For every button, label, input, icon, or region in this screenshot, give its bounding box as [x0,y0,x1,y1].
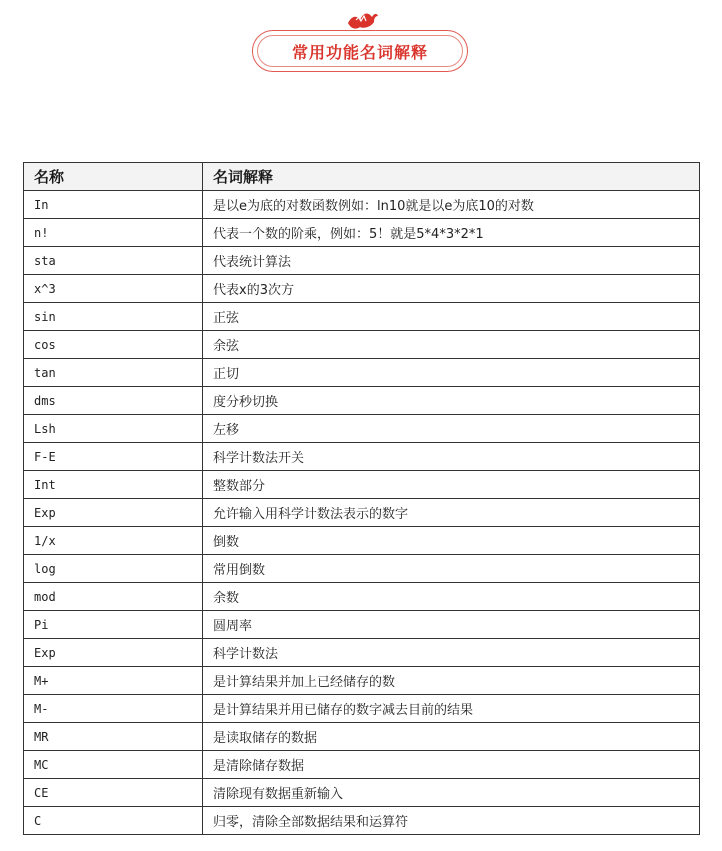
term-cell: MR [24,723,203,751]
term-cell: Pi [24,611,203,639]
term-cell: Lsh [24,415,203,443]
table-row [24,499,700,527]
table-row [24,247,700,275]
description-cell: 是读取储存的数据 [203,723,700,751]
table-row [24,779,700,807]
table-row [24,723,700,751]
table-row [24,471,700,499]
table-row [24,415,700,443]
term-cell: In [24,191,203,219]
description-cell: 代表x的3次方 [203,275,700,303]
description-cell: 余数 [203,583,700,611]
description-cell: 允许输入用科学计数法表示的数字 [203,499,700,527]
table-row [24,751,700,779]
term-cell: log [24,555,203,583]
description-cell: 常用倒数 [203,555,700,583]
term-cell: Exp [24,499,203,527]
description-cell: 余弦 [203,331,700,359]
term-cell: tan [24,359,203,387]
term-cell: sta [24,247,203,275]
table-row [24,191,700,219]
header-name: 名称 [24,163,203,191]
description-cell: 度分秒切换 [203,387,700,415]
description-cell: 正弦 [203,303,700,331]
term-cell: mod [24,583,203,611]
term-cell: x^3 [24,275,203,303]
term-cell: CE [24,779,203,807]
description-cell: 是清除储存数据 [203,751,700,779]
table-row [24,583,700,611]
term-cell: C [24,807,203,835]
table-row [24,807,700,835]
term-cell: M+ [24,667,203,695]
term-cell: dms [24,387,203,415]
terms-table-body [24,191,700,835]
description-cell: 代表统计算法 [203,247,700,275]
table-row [24,555,700,583]
description-cell: 圆周率 [203,611,700,639]
table-row [24,387,700,415]
table-header-row [24,163,700,191]
description-cell: 是计算结果并用已储存的数字减去目前的结果 [203,695,700,723]
table-row [24,219,700,247]
description-cell: 归零，清除全部数据结果和运算符 [203,807,700,835]
term-cell: Int [24,471,203,499]
description-cell: 倒数 [203,527,700,555]
description-cell: 是以e为底的对数函数例如：ln10就是以e为底10的对数 [203,191,700,219]
table-row [24,527,700,555]
description-cell: 整数部分 [203,471,700,499]
section-title-banner-inner [257,35,463,67]
term-cell: M- [24,695,203,723]
table-row [24,303,700,331]
table-row [24,695,700,723]
table-row [24,331,700,359]
table-row [24,443,700,471]
description-cell: 科学计数法开关 [203,443,700,471]
header-explanation: 名词解释 [203,163,700,191]
term-cell: sin [24,303,203,331]
terms-table [23,162,700,835]
term-cell: n! [24,219,203,247]
table-row [24,359,700,387]
description-cell: 是计算结果并加上已经储存的数 [203,667,700,695]
term-cell: cos [24,331,203,359]
description-cell: 左移 [203,415,700,443]
table-row [24,639,700,667]
section-title-banner [252,30,468,72]
term-cell: 1/x [24,527,203,555]
description-cell: 科学计数法 [203,639,700,667]
table-row [24,275,700,303]
term-cell: Exp [24,639,203,667]
description-cell: 清除现有数据重新输入 [203,779,700,807]
term-cell: MC [24,751,203,779]
table-row [24,667,700,695]
description-cell: 正切 [203,359,700,387]
table-row [24,611,700,639]
section-title: 常用功能名词解释 [291,42,428,62]
term-cell: F-E [24,443,203,471]
description-cell: 代表一个数的阶乘，例如：5！就是5*4*3*2*1 [203,219,700,247]
